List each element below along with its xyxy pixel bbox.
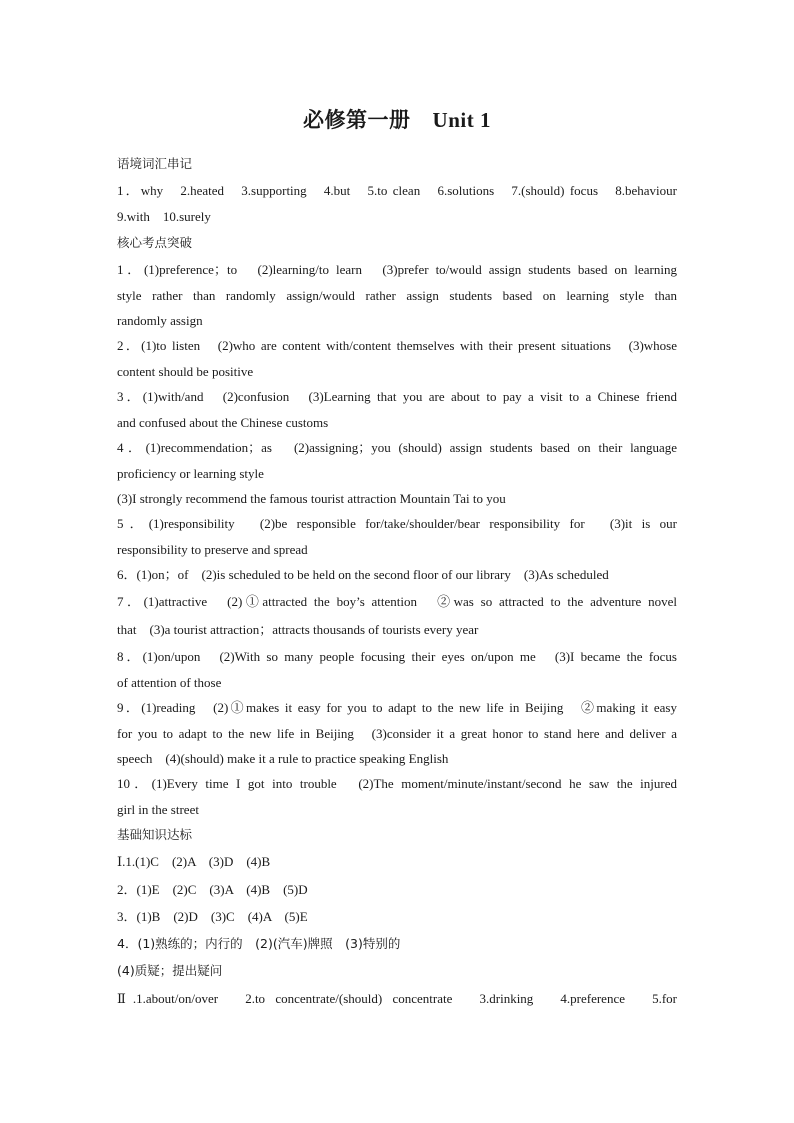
answer-line: (3)I strongly recommend the famous tourist attraction Mountain Tai to you bbox=[117, 491, 506, 506]
answer-line: Ⅰ.1.(1)C (2)A (3)D (4)B bbox=[117, 854, 271, 869]
answer-line: (4)质疑；提出疑问 bbox=[117, 963, 223, 978]
answer-line: 3．(1)with/and (2)confusion (3)Learning that you are about to pay a visit to a Chinese friend bbox=[117, 389, 677, 404]
answer-line: and confused about the Chinese customs bbox=[117, 415, 329, 430]
answer-line: speech (4)(should) make it a rule to practice speaking English bbox=[117, 751, 449, 766]
section-heading: 基础知识达标 bbox=[117, 827, 193, 842]
answer-line: Ⅱ.1.about/on/over 2.to concentrate/(should) concentrate 3.drinking 4.preference 5.for bbox=[117, 991, 677, 1006]
answer-line: 8．(1)on/upon (2)With so many people focusing their eyes on/upon me (3)I became the focus bbox=[117, 649, 677, 664]
answer-line: style rather than randomly assign/would rather assign students based on learning style than bbox=[117, 288, 677, 303]
answer-line: 4．(1)recommendation；as (2)assigning；you (should) assign students based on their language bbox=[117, 440, 677, 455]
answer-line: 1．(1)preference；to (2)learning/to learn (3)prefer to/would assign students based on learning bbox=[117, 262, 677, 277]
title-unit: Unit 1 bbox=[432, 108, 491, 132]
answer-line: girl in the street bbox=[117, 802, 199, 817]
answer-line: that (3)a tourist attraction；attracts thousands of tourists every year bbox=[117, 622, 479, 637]
answer-line: proficiency or learning style bbox=[117, 466, 264, 481]
answer-line: 2．(1)to listen (2)who are content with/content themselves with their present situations (3)whose bbox=[117, 338, 677, 353]
answer-line: 9.with 10.surely bbox=[117, 209, 211, 224]
answer-line: responsibility to preserve and spread bbox=[117, 542, 308, 557]
answer-line: 7．(1)attractive (2)①attracted the boy’s attention ②was so attracted to the adventure novel bbox=[117, 594, 677, 609]
answer-line: randomly assign bbox=[117, 313, 203, 328]
answer-line: 10．(1)Every time I got into trouble (2)The moment/minute/instant/second he saw the injured bbox=[117, 776, 677, 791]
answer-line: content should be positive bbox=[117, 364, 254, 379]
answer-line: 1．why 2.heated 3.supporting 4.but 5.to clean 6.solutions 7.(should) focus 8.behaviour bbox=[117, 183, 677, 198]
page-title bbox=[117, 104, 677, 134]
answer-line: 3．(1)B (2)D (3)C (4)A (5)E bbox=[117, 909, 308, 924]
section-heading: 语境词汇串记 bbox=[117, 156, 193, 171]
title-chinese: 必修第一册 bbox=[303, 107, 411, 132]
answer-line: of attention of those bbox=[117, 675, 222, 690]
answer-line: 5．(1)responsibility (2)be responsible for/take/shoulder/bear responsibility for (3)it is our bbox=[117, 516, 677, 531]
answer-line: for you to adapt to the new life in Beijing (3)consider it a great honor to stand here and deliver a bbox=[117, 726, 677, 741]
answer-line: 2．(1)E (2)C (3)A (4)B (5)D bbox=[117, 882, 308, 897]
answer-line: 6．(1)on；of (2)is scheduled to be held on the second floor of our library (3)As scheduled bbox=[117, 567, 609, 582]
answer-line: 9．(1)reading (2)①makes it easy for you to adapt to the new life in Beijing ②making it easy bbox=[117, 700, 677, 715]
answer-line: 4．(1)熟练的；内行的 (2)(汽车)牌照 (3)特别的 bbox=[117, 936, 401, 951]
section-heading: 核心考点突破 bbox=[117, 235, 193, 250]
